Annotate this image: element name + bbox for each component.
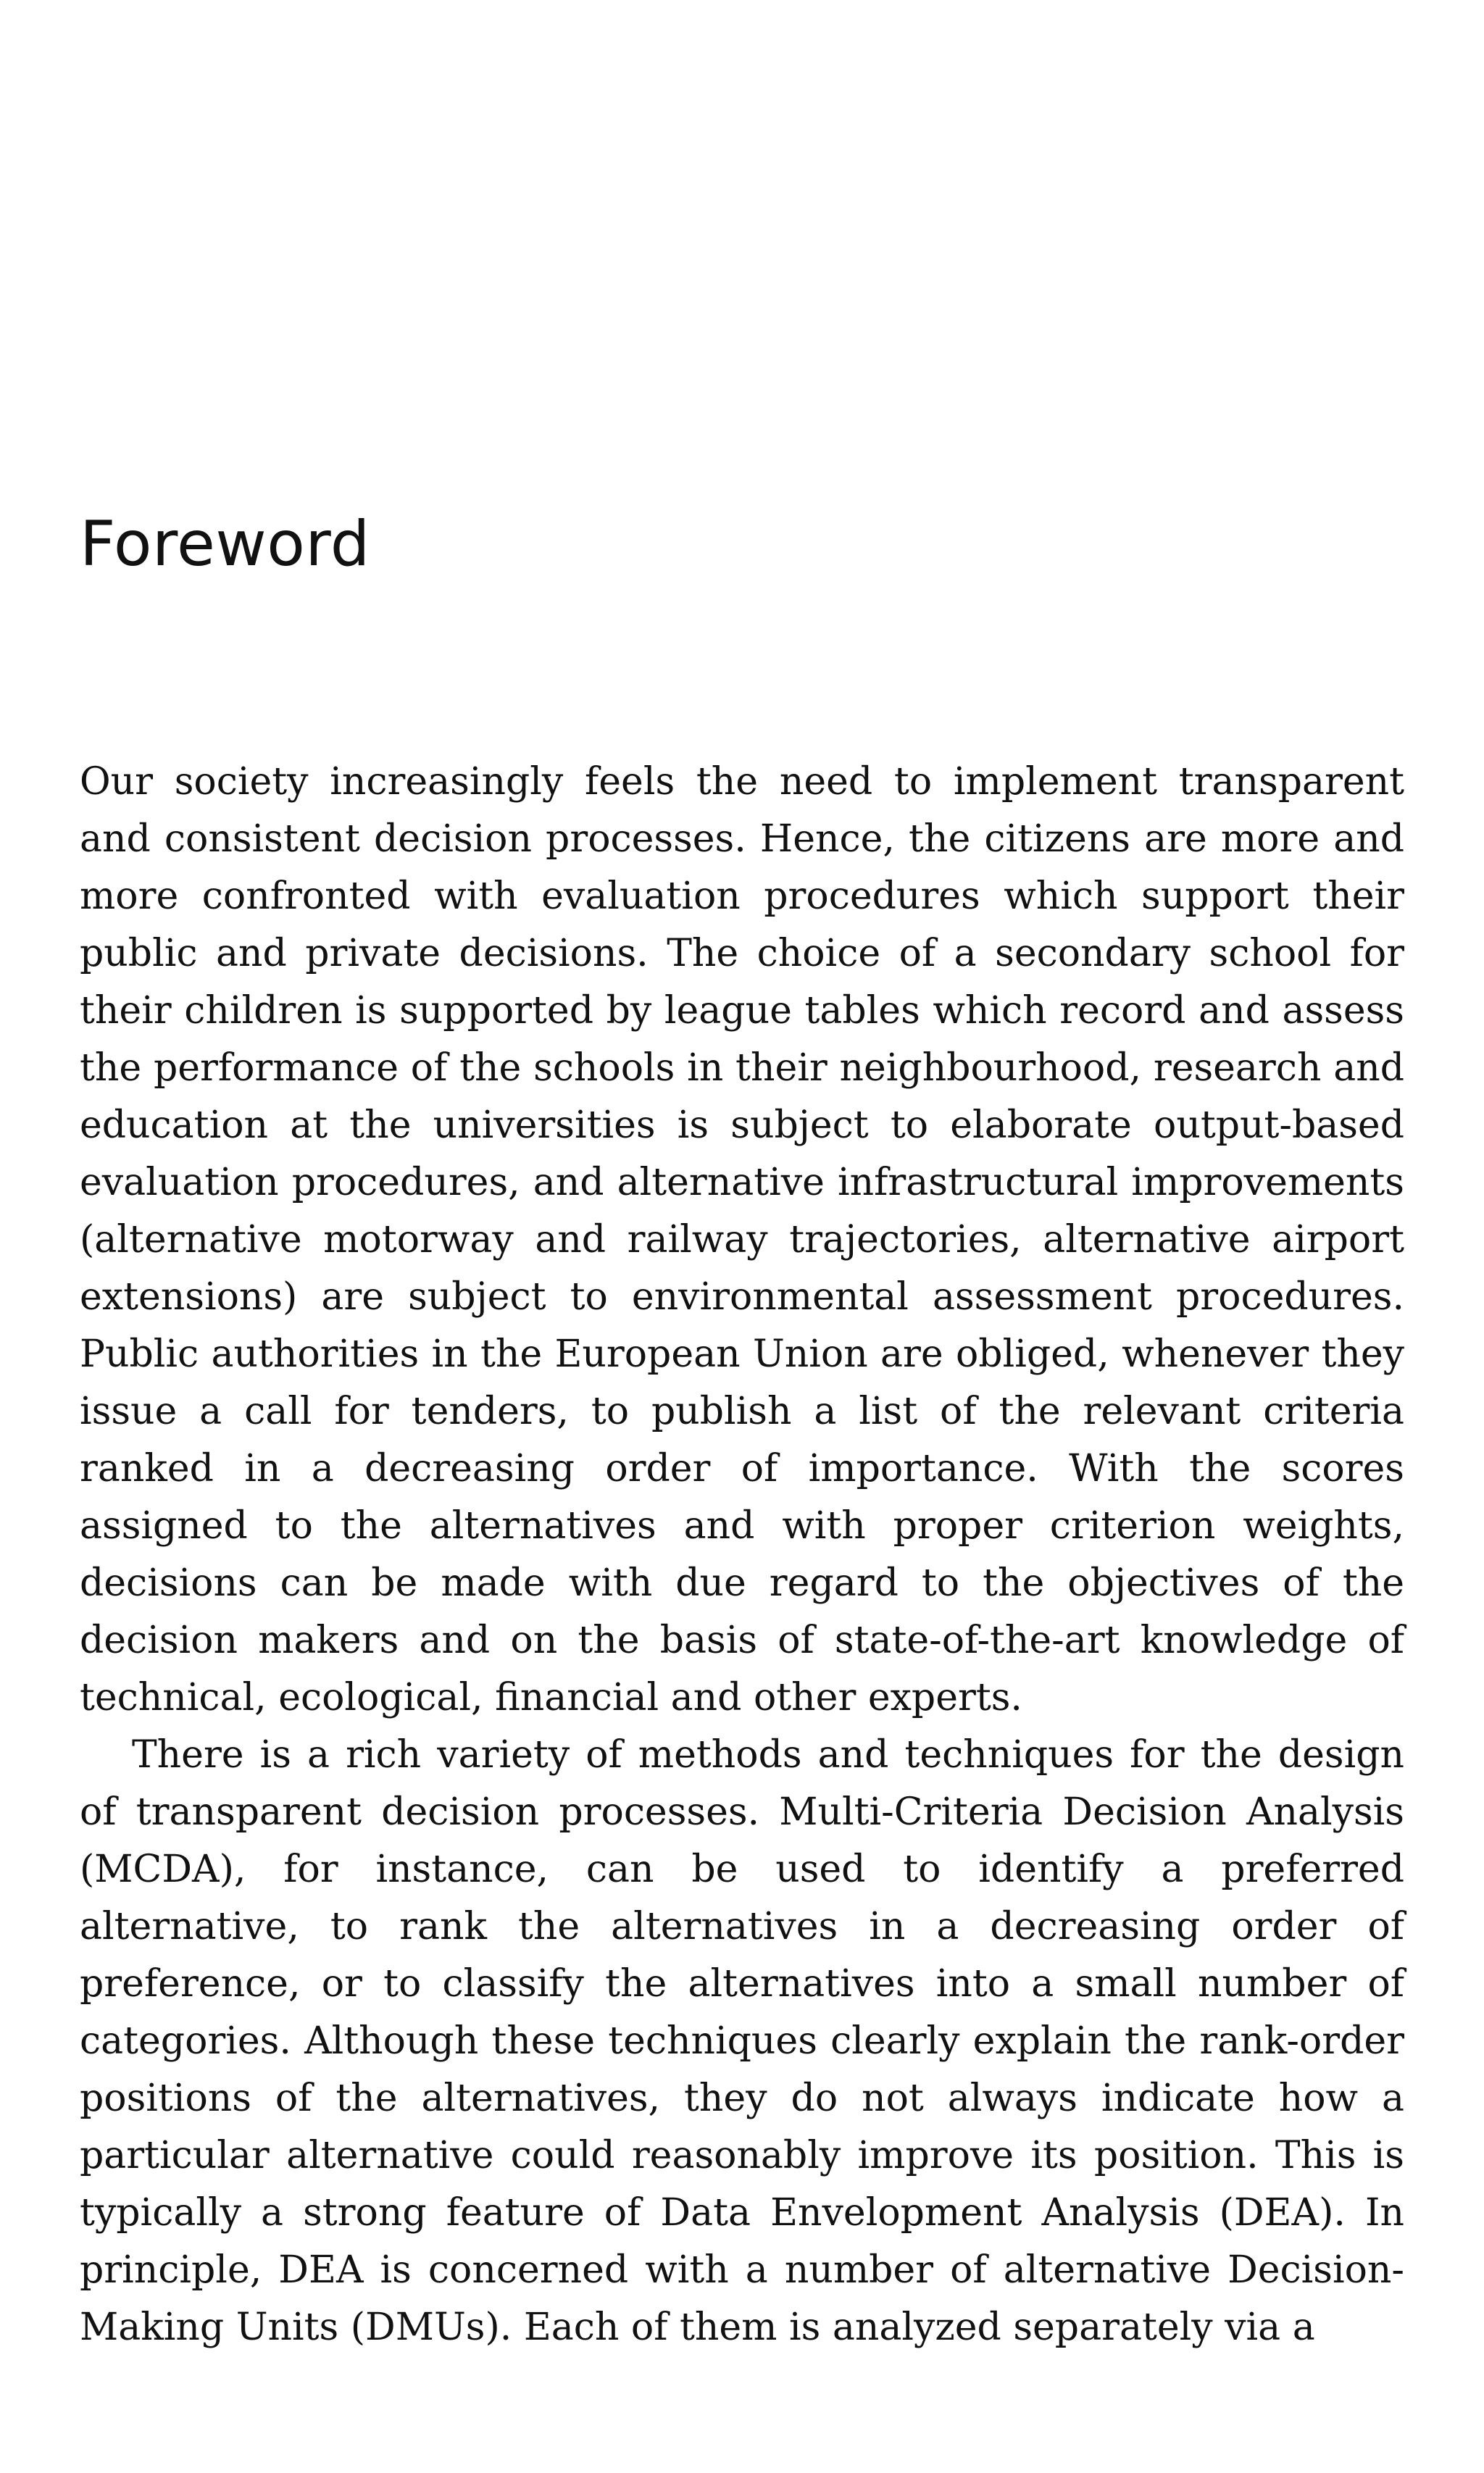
chapter-title: Foreword xyxy=(80,508,370,580)
paragraph: There is a rich variety of methods and techniques for the design of transparent decision processes. Multi-Criteria Decision Analysis (MCDA), for instance, can be used to identify a preferred alternative, to rank the alternatives in a decreasing order of preference, or to classify the alternatives into a small number of categories. Although these techniques clearly explain the rank-order positions of the alternatives, they do not always indicate how a particular alternative could reasonably improve its position. This is typically a strong feature of Data Envelopment Analysis (DEA). In principle, DEA is concerned with a number of alternative Decision-Making Units (DMUs). Each of them is analyzed separately via a xyxy=(80,1733,1404,2349)
body-text xyxy=(80,754,1404,2356)
paragraph: Our society increasingly feels the need to implement transparent and consistent decision processes. Hence, the citizens are more and more confronted with evaluation procedures which support their public and private decisions. The choice of a secondary school for their children is supported by league tables which record and assess the performance of the schools in their neighbourhood, research and education at the universities is subject to elaborate output-based evaluation procedures, and alternative infrastructural improvements (alternative motorway and railway trajectories, alternative airport extensions) are subject to environmental assessment procedures. Public authorities in the European Union are obliged, whenever they issue a call for tenders, to publish a list of the relevant criteria ranked in a decreasing order of importance. With the scores assigned to the alternatives and with proper criterion weights, decisions can be made with due regard to the objectives of the decision makers and on the basis of state-of-the-art knowledge of technical, ecological, financial and other experts. xyxy=(80,760,1404,1719)
